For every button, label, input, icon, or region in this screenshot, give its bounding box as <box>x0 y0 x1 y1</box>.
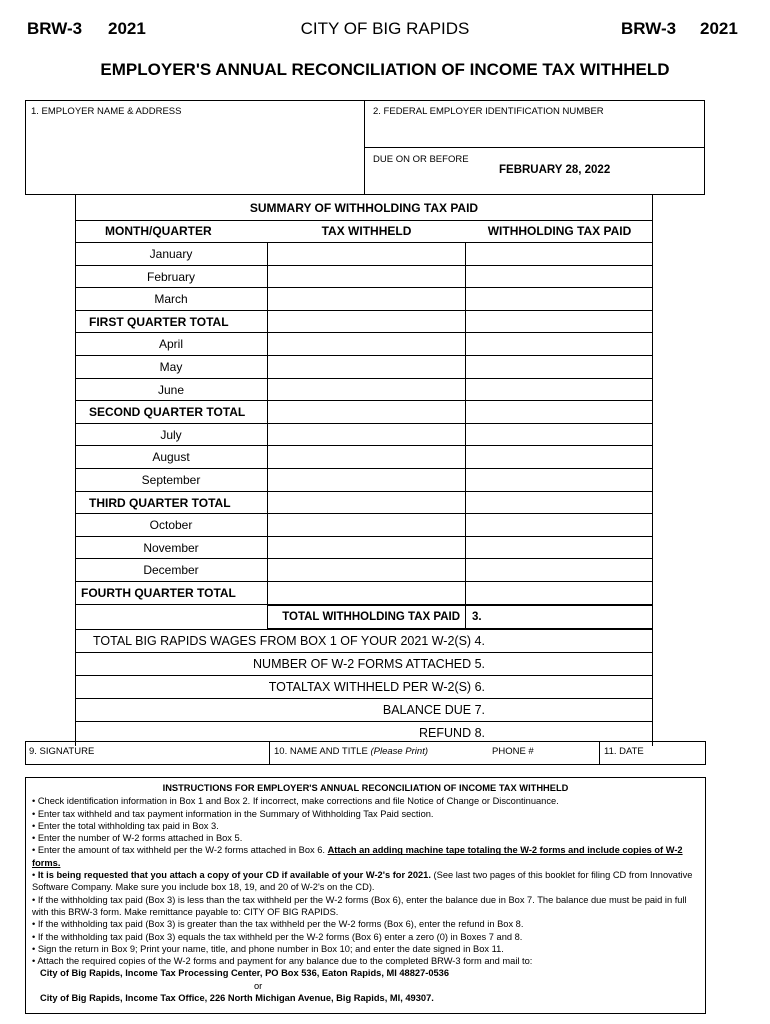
employer-name-box[interactable] <box>25 100 365 195</box>
fein-label: 2. FEDERAL EMPLOYER IDENTIFICATION NUMBER <box>373 106 604 117</box>
form-code-left: BRW-3 <box>27 19 83 38</box>
tax-withheld-cell[interactable] <box>267 400 466 424</box>
tax-withheld-cell[interactable] <box>267 558 466 582</box>
signature-field[interactable] <box>25 741 269 765</box>
month-label: July <box>160 427 182 442</box>
instructions-title: INSTRUCTIONS FOR EMPLOYER'S ANNUAL RECONCILIATION OF INCOME TAX WITHHELD <box>162 783 569 793</box>
month-label: December <box>143 563 199 578</box>
name-title-label: 10. NAME AND TITLE <box>274 746 368 757</box>
instruction-6: • It is being requested that you attach a copy of your CD if available of your W-2's for 2021. (See last two pages of this booklet for filing CD from Innovative Software Company. Make sure you include box 18, 19, and 20 of W-2's on the CD). <box>32 870 693 893</box>
instruction-7: • If the withholding tax paid (Box 3) is less than the tax withheld per the W-2 forms (Box 6), enter the balance due in Box 7. The balance due must be paid in full with this BRW-3 form. Make remittance payable to: CITY OF BIG RAPIDS. <box>32 894 687 917</box>
col-month-header: MONTH/QUARTER <box>105 224 212 238</box>
quarter-total-label: FOURTH QUARTER TOTAL <box>81 586 236 600</box>
month-label: August <box>152 450 190 465</box>
box-3-number: 3. <box>472 611 482 623</box>
instruction-11: • Attach the required copies of the W-2 forms and payment for any balance due to the completed BRW-3 form and mail to: <box>32 956 533 967</box>
mail-or: or <box>254 980 263 991</box>
tax-withheld-cell[interactable] <box>267 581 466 605</box>
line-4-label: TOTAL BIG RAPIDS WAGES FROM BOX 1 OF YOUR 2021 W-2(S) 4. <box>93 634 485 648</box>
total-label-cell <box>267 605 466 629</box>
month-label: September <box>141 473 201 487</box>
month-label: February <box>146 269 196 284</box>
withholding-paid-cell[interactable] <box>465 355 653 379</box>
line-5-label: NUMBER OF W-2 FORMS ATTACHED 5. <box>253 657 485 671</box>
date-field[interactable] <box>599 741 707 765</box>
due-label: DUE ON OR BEFORE <box>373 154 469 165</box>
tax-withheld-cell[interactable] <box>267 491 466 515</box>
form-year-right: 2021 <box>700 19 738 38</box>
month-label: April <box>158 337 183 352</box>
instruction-4: • Enter the number of W-2 forms attached in Box 5. <box>32 833 243 844</box>
tax-withheld-cell[interactable] <box>267 310 466 334</box>
withholding-paid-cell[interactable] <box>465 378 653 402</box>
line-7-label: BALANCE DUE 7. <box>382 703 485 717</box>
col-paid-header: WITHHOLDING TAX PAID <box>487 224 632 238</box>
line-6-label: TOTALTAX WITHHELD PER W-2(S) 6. <box>268 680 485 694</box>
line-7-field[interactable] <box>75 721 653 722</box>
withholding-paid-cell[interactable] <box>465 287 653 311</box>
summary-title: SUMMARY OF WITHHOLDING TAX PAID <box>249 201 479 215</box>
instruction-10: • Sign the return in Box 9; Print your name, title, and phone number in Box 10; and enter the date signed in Box 11. <box>32 943 504 954</box>
line-5-field[interactable] <box>75 675 653 676</box>
month-label: June <box>157 382 185 397</box>
instruction-1: • Check identification information in Box 1 and Box 2. If incorrect, make corrections and file Notice of Change or Discontinuance. <box>32 796 559 807</box>
form-code-right: BRW-3 <box>621 19 677 38</box>
tax-withheld-cell[interactable] <box>267 536 466 560</box>
month-label: November <box>143 540 199 555</box>
withholding-paid-cell[interactable] <box>465 468 653 492</box>
instruction-3: • Enter the total withholding tax paid in Box 3. <box>32 820 219 831</box>
form-title: EMPLOYER'S ANNUAL RECONCILIATION OF INCOME TAX WITHHELD <box>100 60 670 79</box>
tax-withheld-cell[interactable] <box>267 423 466 447</box>
city-name: CITY OF BIG RAPIDS <box>300 19 470 38</box>
instruction-2: • Enter tax withheld and tax payment information in the Summary of Withholding Tax Paid section. <box>32 808 434 819</box>
month-label: October <box>149 518 193 533</box>
withholding-paid-cell[interactable] <box>465 265 653 289</box>
tax-withheld-cell[interactable] <box>267 468 466 492</box>
line-6-field[interactable] <box>75 698 653 699</box>
mail-address-1: City of Big Rapids, Income Tax Processing Center, PO Box 536, Eaton Rapids, MI 48827-0536 <box>40 968 450 979</box>
withholding-paid-cell[interactable] <box>465 423 653 447</box>
withholding-paid-cell[interactable] <box>465 332 653 356</box>
line-4-field[interactable] <box>75 652 653 653</box>
total-withholding-label: TOTAL WITHHOLDING TAX PAID <box>282 611 460 623</box>
name-title-field[interactable] <box>269 741 600 765</box>
tax-withheld-cell[interactable] <box>267 242 466 266</box>
tax-withheld-cell[interactable] <box>267 332 466 356</box>
quarter-total-label: THIRD QUARTER TOTAL <box>89 495 231 510</box>
phone-label: PHONE # <box>492 746 534 757</box>
mail-address-2: City of Big Rapids, Income Tax Office, 226 North Michigan Avenue, Big Rapids, MI, 49307. <box>40 993 434 1004</box>
date-label: 11. DATE <box>604 746 644 757</box>
due-date-box <box>364 147 705 195</box>
tax-withheld-cell[interactable] <box>267 287 466 311</box>
withholding-paid-cell[interactable] <box>465 242 653 266</box>
withholding-paid-cell[interactable] <box>465 558 653 582</box>
withholding-paid-cell[interactable] <box>465 491 653 515</box>
withholding-paid-cell[interactable] <box>465 400 653 424</box>
instruction-5: • Enter the amount of tax withheld per the W-2 forms attached in Box 6. Attach an adding machine tape totaling the W-2 forms and include copies of W-2 forms. <box>32 845 683 868</box>
signature-label: 9. SIGNATURE <box>29 746 95 757</box>
withholding-paid-cell[interactable] <box>465 536 653 560</box>
box-3-total-withholding[interactable] <box>465 605 653 629</box>
instruction-9: • If the withholding tax paid (Box 3) equals the tax withheld per the W-2 forms (Box 6) enter a zero (0) in Boxes 7 and 8. <box>32 931 523 942</box>
form-year-left: 2021 <box>108 19 146 38</box>
quarter-total-label: SECOND QUARTER TOTAL <box>89 405 246 420</box>
tax-withheld-cell[interactable] <box>267 265 466 289</box>
month-label: May <box>159 360 183 374</box>
line-8-label: REFUND 8. <box>419 726 485 740</box>
tax-withheld-cell[interactable] <box>267 513 466 537</box>
instructions-box <box>25 777 706 1014</box>
withholding-paid-cell[interactable] <box>465 445 653 469</box>
instruction-8: • If the withholding tax paid (Box 3) is greater than the tax withheld per the W-2 forms (Box 6), enter the refund in Box 8. <box>32 919 524 930</box>
name-title-note: (Please Print) <box>370 746 429 757</box>
quarter-total-label: FIRST QUARTER TOTAL <box>89 314 229 329</box>
withholding-paid-cell[interactable] <box>465 581 653 605</box>
month-label: January <box>149 247 193 261</box>
employer-name-label: 1. EMPLOYER NAME & ADDRESS <box>31 106 182 117</box>
due-date: FEBRUARY 28, 2022 <box>499 164 611 176</box>
fein-box[interactable] <box>364 100 705 148</box>
withholding-paid-cell[interactable] <box>465 513 653 537</box>
month-label: March <box>154 292 188 307</box>
tax-withheld-cell[interactable] <box>267 355 466 379</box>
withholding-paid-cell[interactable] <box>465 310 653 334</box>
col-withheld-header: TAX WITHHELD <box>321 224 412 238</box>
tax-withheld-cell[interactable] <box>267 378 466 402</box>
tax-withheld-cell[interactable] <box>267 445 466 469</box>
